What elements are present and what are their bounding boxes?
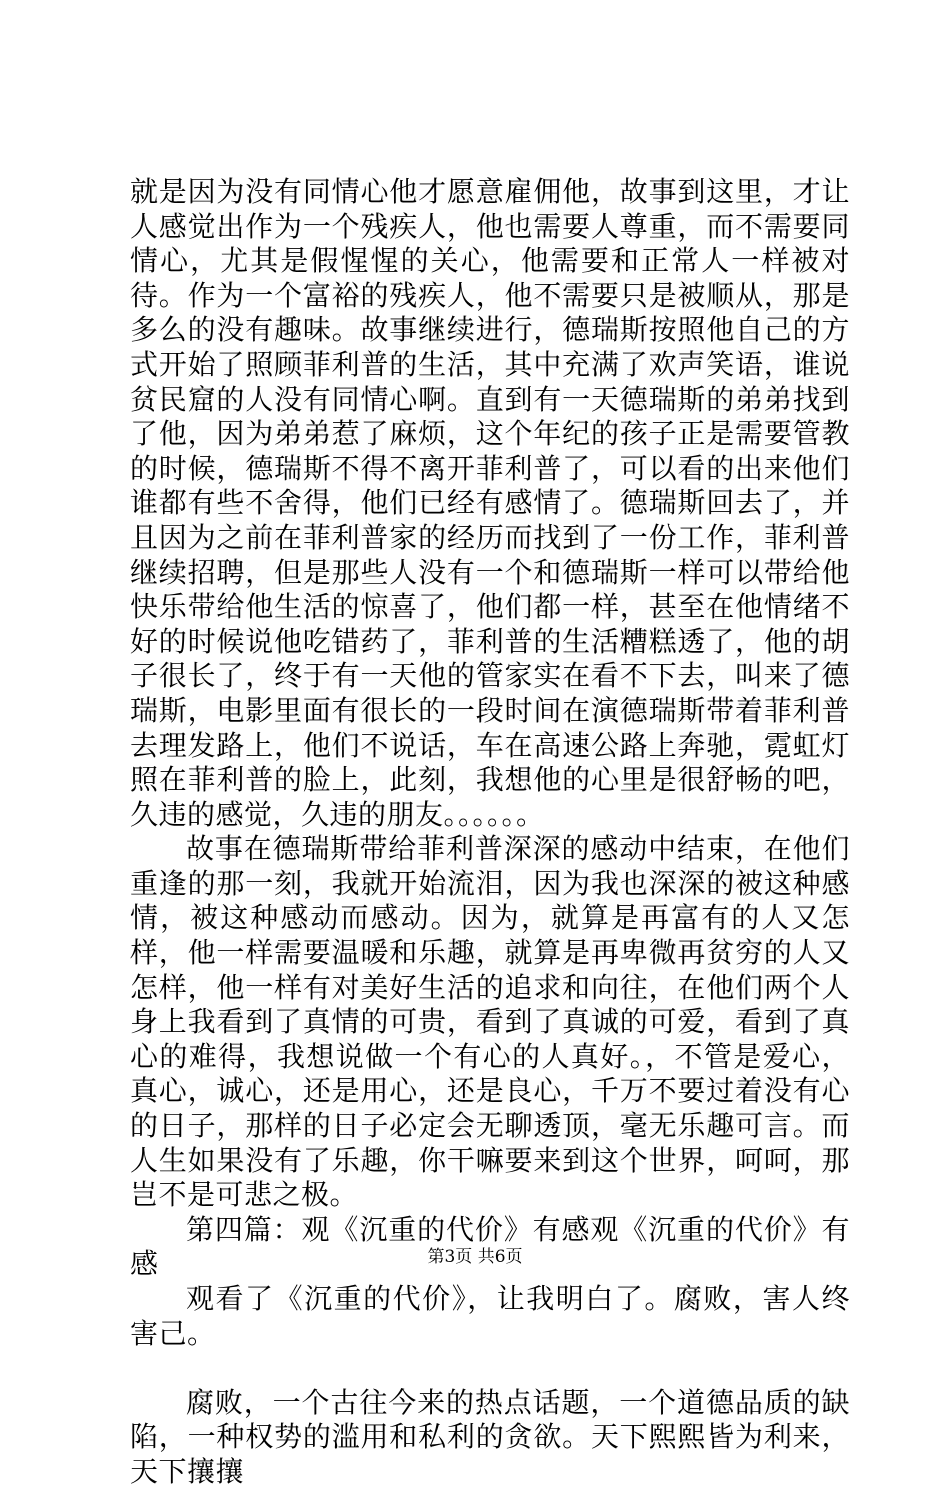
paragraph-1: 就是因为没有同情心他才愿意雇佣他，故事到这里，才让人感觉出作为一个残疾人，他也需要人尊重，而不需要同情心，尤其是假惺惺的关心，他需要和正常人一样被对待。作为一个富裕的残疾人，他不需要只是被顺从，那是多么的没有趣味。故事继续进行，德瑞斯按照他自己的方式开始了照顾菲利普的生活，其中充满了欢声笑语，谁说贫民窟的人没有同情心啊。直到有一天德瑞斯的弟弟找到了他，因为弟弟惹了麻烦，这个年纪的孩子正是需要管教的时候，德瑞斯不得不离开菲利普了，可以看的出来他们谁都有些不舍得，他们已经有感情了。德瑞斯回去了，并且因为之前在菲利普家的经历而找到了一份工作，菲利普继续招聘，但是那些人没有一个和德瑞斯一样可以带给他快乐带给他生活的惊喜了，他们都一样，甚至在他情绪不好的时候说他吃错药了，菲利普的生活糟糕透了，他的胡子很长了，终于有一天他的管家实在看不下去，叫来了德瑞斯，电影里面有很长的一段时间在演德瑞斯带着菲利普去理发路上，他们不说话，车在高速公路上奔驰，霓虹灯照在菲利普的脸上，此刻，我想他的心里是很舒畅的吧，久违的感觉，久违的朋友。。。。。。 <box>130 175 850 831</box>
page-footer: 第3页 共6页 <box>427 1247 523 1267</box>
paragraph-2: 故事在德瑞斯带给菲利普深深的感动中结束，在他们重逢的那一刻，我就开始流泪，因为我也深深的被这种感情，被这种感动而感动。因为，就算是再富有的人又怎样，他一样需要温暖和乐趣，就算是再卑微再贫穷的人又怎样，他一样有对美好生活的追求和向往，在他们两个人身上我看到了真情的可贵，看到了真诚的可爱，看到了真心的难得，我想说做一个有心的人真好。，不管是爱心，真心，诚心，还是用心，还是良心，千万不要过着没有心的日子，那样的日子必定会无聊透顶，毫无乐趣可言。而人生如果没有了乐趣，你干嘛要来到这个世界，呵呵，那岂不是可悲之极。 <box>130 832 850 1212</box>
document-body <box>130 175 850 1490</box>
section-heading: 第四篇：观《沉重的代价》有感观《沉重的代价》有感 <box>130 1212 850 1281</box>
paragraph-3: 观看了《沉重的代价》，让我明白了。腐败，害人终害己。 <box>130 1282 850 1350</box>
blank-line <box>130 1351 850 1386</box>
paragraph-4: 腐败，一个古往今来的热点话题，一个道德品质的缺陷，一种权势的滥用和私利的贪欲。天下熙熙皆为利来，天下攘攘 <box>130 1385 850 1488</box>
